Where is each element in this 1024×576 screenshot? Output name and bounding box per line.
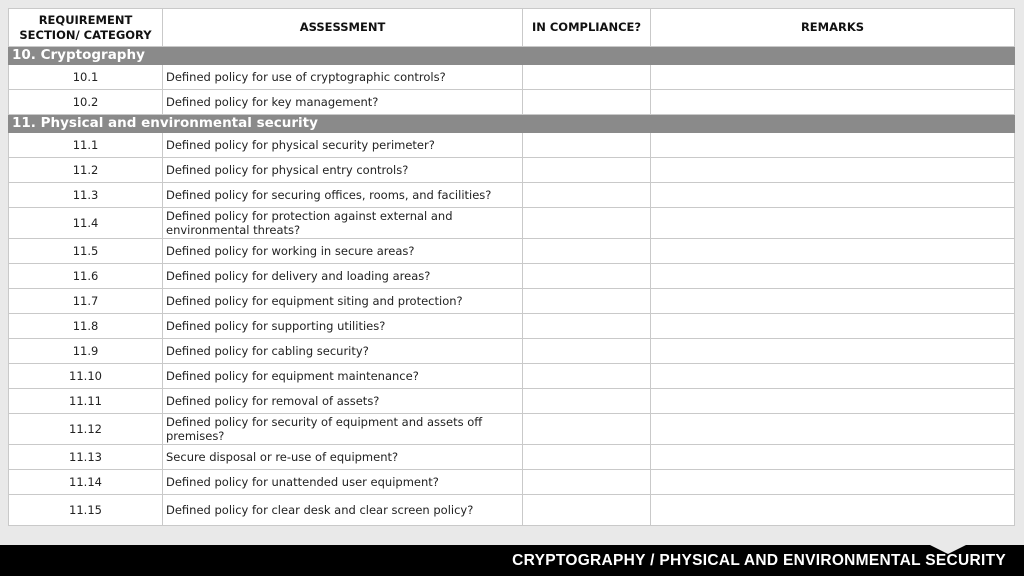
row-assessment: Defined policy for cabling security? [163, 339, 523, 364]
row-id: 11.7 [9, 289, 163, 314]
row-id: 11.14 [9, 470, 163, 495]
table-row [9, 289, 1015, 314]
row-remarks-cell[interactable] [651, 239, 1015, 264]
row-compliance-cell[interactable] [523, 158, 651, 183]
row-remarks-cell[interactable] [651, 264, 1015, 289]
header-compliance: IN COMPLIANCE? [523, 9, 651, 47]
row-compliance-cell[interactable] [523, 314, 651, 339]
section-header-physical-security [9, 115, 1015, 133]
row-id: 11.9 [9, 339, 163, 364]
row-remarks-cell[interactable] [651, 414, 1015, 445]
row-assessment: Defined policy for equipment siting and protection? [163, 289, 523, 314]
row-remarks-cell[interactable] [651, 314, 1015, 339]
section-title: 11. Physical and environmental security [9, 115, 523, 133]
footer-title: CRYPTOGRAPHY / PHYSICAL AND ENVIRONMENTAL SECURITY [512, 552, 1006, 569]
row-assessment: Defined policy for security of equipment and assets off premises? [163, 414, 523, 445]
table-row [9, 133, 1015, 158]
row-compliance-cell[interactable] [523, 264, 651, 289]
row-remarks-cell[interactable] [651, 445, 1015, 470]
row-assessment: Defined policy for protection against external and environmental threats? [163, 208, 523, 239]
table-row [9, 339, 1015, 364]
row-remarks-cell[interactable] [651, 133, 1015, 158]
row-remarks-cell[interactable] [651, 208, 1015, 239]
row-compliance-cell[interactable] [523, 90, 651, 115]
row-compliance-cell[interactable] [523, 239, 651, 264]
table-row [9, 158, 1015, 183]
row-remarks-cell[interactable] [651, 158, 1015, 183]
table-row [9, 314, 1015, 339]
table-row [9, 364, 1015, 389]
assessment-table [8, 8, 1015, 526]
row-id: 11.2 [9, 158, 163, 183]
row-assessment: Defined policy for working in secure areas? [163, 239, 523, 264]
row-assessment: Defined policy for securing offices, rooms, and facilities? [163, 183, 523, 208]
row-id: 11.15 [9, 495, 163, 526]
row-compliance-cell[interactable] [523, 133, 651, 158]
row-assessment: Defined policy for use of cryptographic controls? [163, 65, 523, 90]
row-compliance-cell[interactable] [523, 289, 651, 314]
row-remarks-cell[interactable] [651, 389, 1015, 414]
row-assessment: Defined policy for supporting utilities? [163, 314, 523, 339]
row-id: 11.5 [9, 239, 163, 264]
row-remarks-cell[interactable] [651, 364, 1015, 389]
table-row [9, 183, 1015, 208]
table-row [9, 470, 1015, 495]
section-header-cryptography [9, 47, 1015, 65]
row-remarks-cell[interactable] [651, 90, 1015, 115]
row-remarks-cell[interactable] [651, 339, 1015, 364]
row-compliance-cell[interactable] [523, 495, 651, 526]
table-row [9, 90, 1015, 115]
row-assessment: Defined policy for physical entry controls? [163, 158, 523, 183]
row-id: 11.12 [9, 414, 163, 445]
row-compliance-cell[interactable] [523, 389, 651, 414]
header-assessment: ASSESSMENT [163, 9, 523, 47]
table-row [9, 445, 1015, 470]
row-compliance-cell[interactable] [523, 364, 651, 389]
row-id: 11.6 [9, 264, 163, 289]
row-remarks-cell[interactable] [651, 495, 1015, 526]
section-band-fill [523, 47, 1015, 65]
table-row [9, 389, 1015, 414]
row-assessment: Defined policy for removal of assets? [163, 389, 523, 414]
row-assessment: Defined policy for delivery and loading areas? [163, 264, 523, 289]
row-compliance-cell[interactable] [523, 208, 651, 239]
row-assessment: Defined policy for physical security perimeter? [163, 133, 523, 158]
row-id: 11.10 [9, 364, 163, 389]
table-row [9, 65, 1015, 90]
row-remarks-cell[interactable] [651, 289, 1015, 314]
row-assessment: Defined policy for unattended user equipment? [163, 470, 523, 495]
row-id: 11.13 [9, 445, 163, 470]
header-row [9, 9, 1015, 47]
row-id: 11.11 [9, 389, 163, 414]
row-id: 10.1 [9, 65, 163, 90]
table-row [9, 414, 1015, 445]
row-compliance-cell[interactable] [523, 339, 651, 364]
table-row [9, 208, 1015, 239]
row-compliance-cell[interactable] [523, 183, 651, 208]
section-band-fill [523, 115, 1015, 133]
table-body [9, 47, 1015, 526]
row-id: 11.4 [9, 208, 163, 239]
row-compliance-cell[interactable] [523, 65, 651, 90]
row-id: 11.3 [9, 183, 163, 208]
header-remarks: REMARKS [651, 9, 1015, 47]
row-remarks-cell[interactable] [651, 65, 1015, 90]
row-id: 10.2 [9, 90, 163, 115]
row-id: 11.1 [9, 133, 163, 158]
table-row [9, 264, 1015, 289]
row-remarks-cell[interactable] [651, 470, 1015, 495]
row-assessment: Secure disposal or re-use of equipment? [163, 445, 523, 470]
header-category: REQUIREMENT SECTION/ CATEGORY [9, 9, 163, 47]
table-header [9, 9, 1015, 47]
row-compliance-cell[interactable] [523, 470, 651, 495]
row-remarks-cell[interactable] [651, 183, 1015, 208]
row-assessment: Defined policy for key management? [163, 90, 523, 115]
row-id: 11.8 [9, 314, 163, 339]
section-title: 10. Cryptography [9, 47, 523, 65]
row-compliance-cell[interactable] [523, 414, 651, 445]
row-assessment: Defined policy for equipment maintenance? [163, 364, 523, 389]
table-row [9, 495, 1015, 526]
table-row [9, 239, 1015, 264]
row-assessment: Defined policy for clear desk and clear screen policy? [163, 495, 523, 526]
row-compliance-cell[interactable] [523, 445, 651, 470]
